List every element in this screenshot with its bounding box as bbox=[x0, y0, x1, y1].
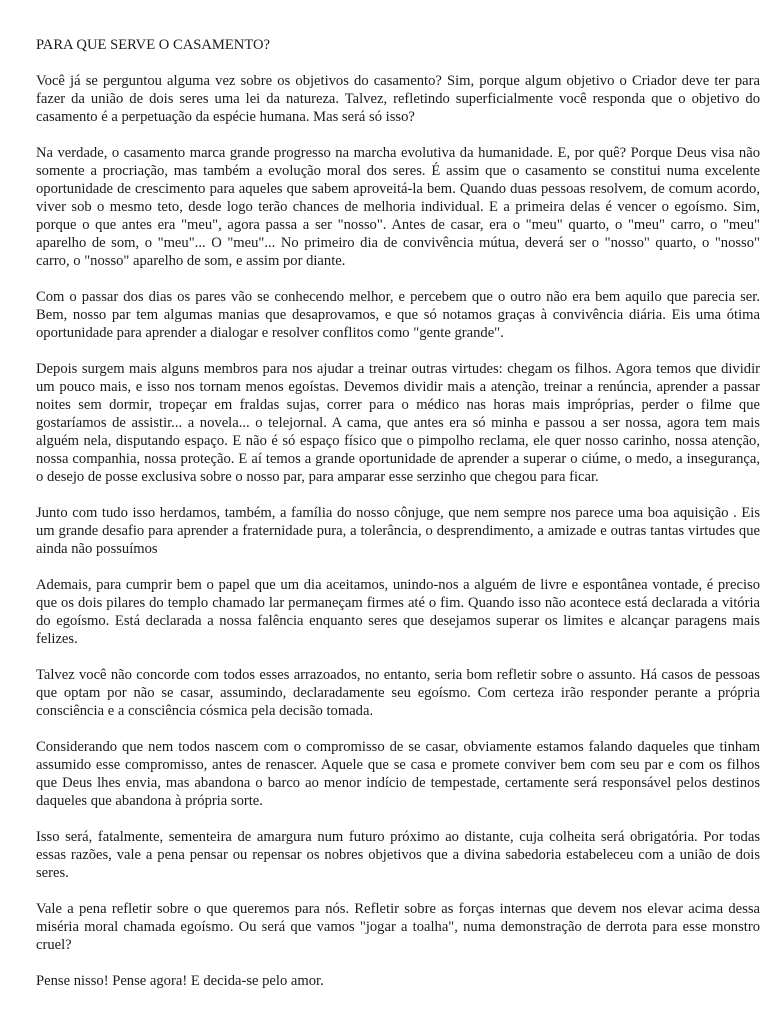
paragraph-1: Você já se perguntou alguma vez sobre os objetivos do casamento? Sim, porque algum objetivo o Criador deve ter para fazer da união de dois seres uma lei da natureza. Talvez, refletindo superficialmente você responda que o objetivo do casamento é a perpetuação da espécie humana. Mas será só isso? bbox=[36, 73, 760, 125]
paragraph-7: Talvez você não concorde com todos esses arrazoados, no entanto, seria bom refletir sobre o assunto. Há casos de pessoas que optam por não se casar, assumindo, declaradamente seu egoísmo. Com certeza irão responder perante a própria consciência e a consciência cósmica pela decisão tomada. bbox=[36, 667, 760, 719]
paragraph-3: Com o passar dos dias os pares vão se conhecendo melhor, e percebem que o outro não era bem aquilo que parecia ser. Bem, nosso par tem algumas manias que desaprovamos, e que só notamos graças à convivência diária. Eis uma ótima oportunidade para aprender a dialogar e resolver conflitos como "gente grande". bbox=[36, 289, 760, 341]
paragraph-10: Vale a pena refletir sobre o que queremos para nós. Refletir sobre as forças internas que devem nos elevar acima dessa miséria moral chamada egoísmo. Ou será que vamos "jogar a toalha", numa demonstração de derrota para esse monstro cruel? bbox=[36, 901, 760, 953]
paragraph-11: Pense nisso! Pense agora! E decida-se pelo amor. bbox=[36, 973, 324, 989]
paragraph-9: Isso será, fatalmente, sementeira de amargura num futuro próximo ao distante, cuja colheita será obrigatória. Por todas essas razões, vale a pena pensar ou repensar os nobres objetivos que a divina sabedoria estabeleceu com a união de dois seres. bbox=[36, 829, 760, 881]
paragraph-4: Depois surgem mais alguns membros para nos ajudar a treinar outras virtudes: chegam os filhos. Agora temos que dividir um pouco mais, e isso nos tornam menos egoístas. Devemos dividir mais a atenção, treinar a renúncia, aprender a passar noites sem dormir, tropeçar em fraldas sujas, correr para o médico nas horas mais impróprias, perder o filme que gostaríamos de assistir... a novela... o telejornal. A cama, que antes era só minha e passou a ser nossa, agora tem mais alguém nela, disputando espaço. E não é só espaço físico que o pimpolho reclama, ele quer nosso carinho, nossa atenção, nossa companhia, nossa proteção. E aí temos a grande oportunidade de aprender a superar o ciúme, o medo, a insegurança, o desejo de posse exclusiva sobre o nosso par, para amparar esse serzinho que chegou para ficar. bbox=[36, 361, 760, 485]
document-page bbox=[36, 36, 760, 1008]
paragraph-6: Ademais, para cumprir bem o papel que um dia aceitamos, unindo-nos a alguém de livre e espontânea vontade, é preciso que os dois pilares do templo chamado lar permaneçam firmes até o fim. Quando isso não acontece está declarada a vitória do egoísmo. Está declarada a nossa falência enquanto seres que desejamos superar os limites e alcançar paragens mais felizes. bbox=[36, 577, 760, 647]
document-title: PARA QUE SERVE O CASAMENTO? bbox=[36, 37, 270, 53]
paragraph-5: Junto com tudo isso herdamos, também, a família do nosso cônjuge, que nem sempre nos parece uma boa aquisição . Eis um grande desafio para aprender a fraternidade pura, a tolerância, o desprendimento, a amizade e outras tantas virtudes que ainda não possuímos bbox=[36, 505, 760, 557]
paragraph-8: Considerando que nem todos nascem com o compromisso de se casar, obviamente estamos falando daqueles que tinham assumido esse compromisso, antes de renascer. Aquele que se casa e promete conviver bem com seu par e com os filhos que Deus lhes envia, mas abandona o barco ao menor indício de tempestade, certamente será responsável pelos destinos daqueles que abandona à própria sorte. bbox=[36, 739, 760, 809]
paragraph-2: Na verdade, o casamento marca grande progresso na marcha evolutiva da humanidade. E, por quê? Porque Deus visa não somente a procriação, mas também a evolução moral dos seres. É assim que o casamento se constitui numa excelente oportunidade de crescimento para aqueles que sabem aproveitá-la bem. Quando duas pessoas resolvem, de comum acordo, viver sob o mesmo teto, desde logo terão chances de melhoria individual. E a primeira delas é vencer o egoísmo. Sim, porque o que antes era "meu", agora passa a ser "nosso". Antes de casar, era o "meu" quarto, o "meu" carro, o "meu" aparelho de som, o "meu"... O "meu"... No primeiro dia de convivência mútua, deverá ser o "nosso" quarto, o "nosso" carro, o "nosso" aparelho de som, e assim por diante. bbox=[36, 145, 760, 269]
